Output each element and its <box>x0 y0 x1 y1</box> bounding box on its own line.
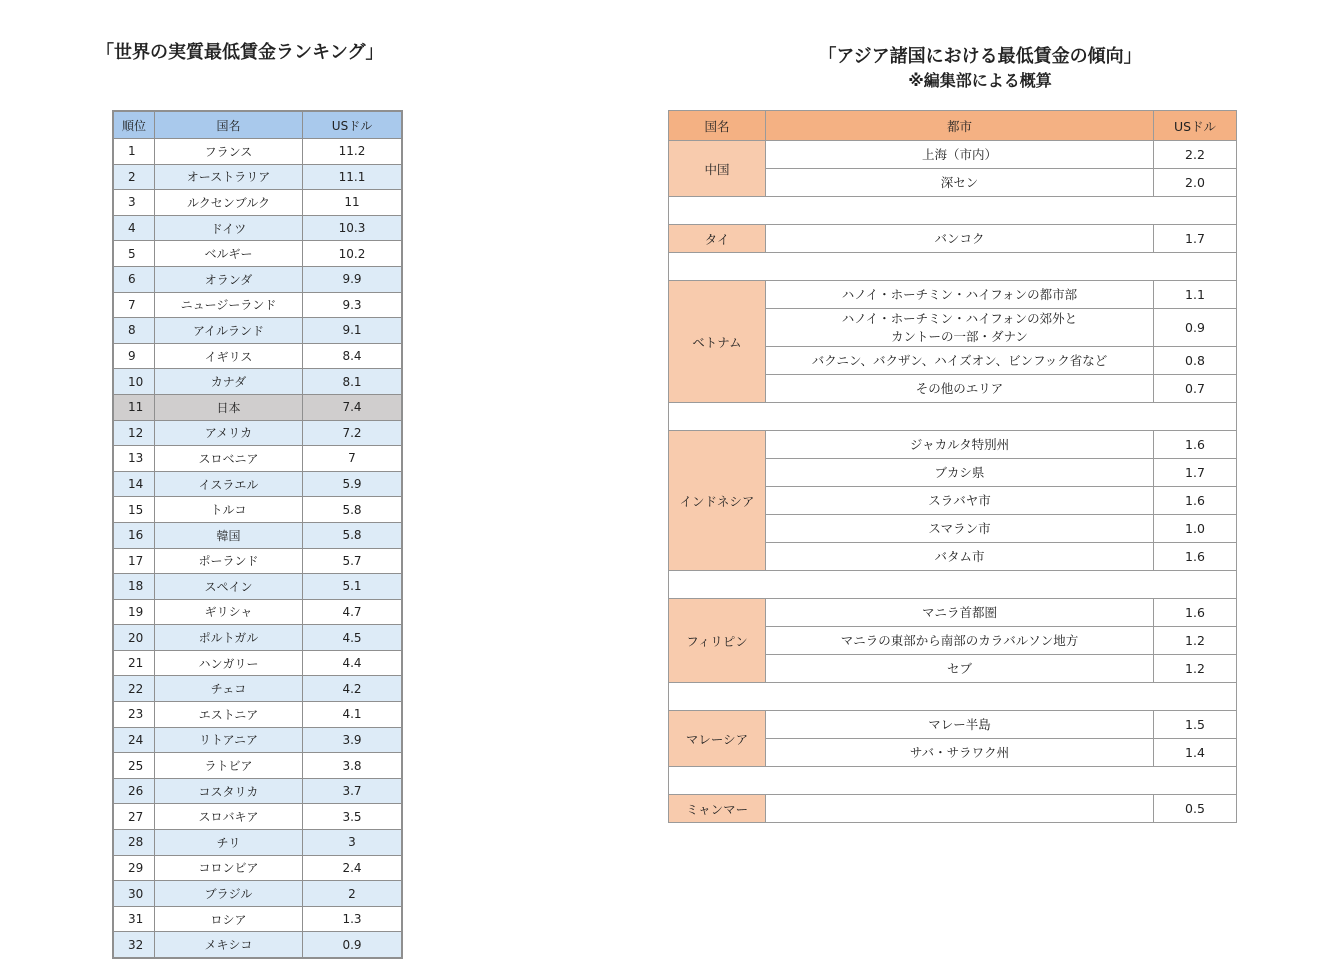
rank-cell: 28 <box>113 830 155 856</box>
table-row <box>113 702 402 728</box>
spacer-row <box>669 683 1237 711</box>
city-cell: マレー半島 <box>766 711 1154 739</box>
table-row <box>669 141 1237 169</box>
rank-cell: 5 <box>113 241 155 267</box>
usd-cell: 1.6 <box>1154 487 1237 515</box>
table-row <box>113 650 402 676</box>
usd-cell: 1.6 <box>1154 431 1237 459</box>
city-cell: マニラの東部から南部のカラバルソン地方 <box>766 627 1154 655</box>
usd-cell: 4.4 <box>303 650 403 676</box>
usd-cell: 5.8 <box>303 522 403 548</box>
country-cell: イスラエル <box>155 471 303 497</box>
country-cell: チェコ <box>155 676 303 702</box>
rank-cell: 20 <box>113 625 155 651</box>
usd-cell: 2 <box>303 881 403 907</box>
table-row <box>113 215 402 241</box>
table-row <box>113 266 402 292</box>
country-cell: ロシア <box>155 906 303 932</box>
country-cell: コスタリカ <box>155 778 303 804</box>
table-row <box>669 711 1237 739</box>
usd-cell: 0.9 <box>303 932 403 958</box>
table-row <box>113 906 402 932</box>
country-cell: トルコ <box>155 497 303 523</box>
usd-cell: 1.4 <box>1154 739 1237 767</box>
table-row <box>113 778 402 804</box>
usd-cell: 3.8 <box>303 753 403 779</box>
usd-cell: 5.1 <box>303 574 403 600</box>
spacer-row <box>669 767 1237 795</box>
header-country: 国名 <box>155 111 303 139</box>
country-cell: リトアニア <box>155 727 303 753</box>
country-cell: オーストラリア <box>155 164 303 190</box>
usd-cell: 2.0 <box>1154 169 1237 197</box>
rank-cell: 32 <box>113 932 155 958</box>
table-header-row <box>113 111 402 139</box>
country-cell: 日本 <box>155 394 303 420</box>
city-cell: ジャカルタ特別州 <box>766 431 1154 459</box>
table-row <box>113 830 402 856</box>
table-row-highlighted <box>113 394 402 420</box>
country-cell: カナダ <box>155 369 303 395</box>
usd-cell: 4.2 <box>303 676 403 702</box>
country-cell: ニュージーランド <box>155 292 303 318</box>
table-row <box>113 164 402 190</box>
usd-cell: 2.4 <box>303 855 403 881</box>
country-cell: エストニア <box>155 702 303 728</box>
usd-cell: 3.9 <box>303 727 403 753</box>
rank-cell: 24 <box>113 727 155 753</box>
left-title: 「世界の実質最低賃金ランキング」 <box>96 42 384 63</box>
usd-cell: 1.2 <box>1154 655 1237 683</box>
country-cell-malaysia: マレーシア <box>669 711 766 767</box>
table-row <box>113 497 402 523</box>
country-cell: コロンビア <box>155 855 303 881</box>
table-row <box>113 599 402 625</box>
usd-cell: 4.5 <box>303 625 403 651</box>
rank-cell: 9 <box>113 343 155 369</box>
table-row <box>113 446 402 472</box>
usd-cell: 1.6 <box>1154 599 1237 627</box>
country-cell: ルクセンブルク <box>155 190 303 216</box>
rank-cell: 19 <box>113 599 155 625</box>
city-cell: 上海（市内） <box>766 141 1154 169</box>
header-rank: 順位 <box>113 111 155 139</box>
spacer-row <box>669 403 1237 431</box>
usd-cell: 4.1 <box>303 702 403 728</box>
usd-cell: 4.7 <box>303 599 403 625</box>
city-cell: ブカシ県 <box>766 459 1154 487</box>
table-row <box>113 471 402 497</box>
usd-cell: 1.0 <box>1154 515 1237 543</box>
country-cell: アイルランド <box>155 318 303 344</box>
country-cell-philippines: フィリピン <box>669 599 766 683</box>
table-row <box>113 369 402 395</box>
usd-cell: 9.1 <box>303 318 403 344</box>
usd-cell: 11.1 <box>303 164 403 190</box>
country-cell-china: 中国 <box>669 141 766 197</box>
table-row <box>113 574 402 600</box>
usd-cell: 3 <box>303 830 403 856</box>
table-row <box>113 420 402 446</box>
table-row <box>113 343 402 369</box>
header-usd: USドル <box>1154 111 1237 141</box>
city-cell: バタム市 <box>766 543 1154 571</box>
country-cell: スペイン <box>155 574 303 600</box>
country-cell: ラトビア <box>155 753 303 779</box>
rank-cell: 29 <box>113 855 155 881</box>
header-city: 都市 <box>766 111 1154 141</box>
rank-cell: 16 <box>113 522 155 548</box>
usd-cell: 10.3 <box>303 215 403 241</box>
table-row <box>113 292 402 318</box>
rank-cell: 10 <box>113 369 155 395</box>
table-row <box>113 190 402 216</box>
usd-cell: 3.5 <box>303 804 403 830</box>
table-header-row <box>669 111 1237 141</box>
rank-cell: 30 <box>113 881 155 907</box>
country-cell-indonesia: インドネシア <box>669 431 766 571</box>
table-row <box>113 625 402 651</box>
city-cell: 深セン <box>766 169 1154 197</box>
usd-cell: 1.7 <box>1154 459 1237 487</box>
city-cell: マニラ首都圏 <box>766 599 1154 627</box>
usd-cell: 2.2 <box>1154 141 1237 169</box>
table-row <box>113 932 402 958</box>
rank-cell: 7 <box>113 292 155 318</box>
usd-cell: 9.3 <box>303 292 403 318</box>
table-row <box>113 881 402 907</box>
header-country: 国名 <box>669 111 766 141</box>
table-row <box>669 225 1237 253</box>
usd-cell: 3.7 <box>303 778 403 804</box>
rank-cell: 22 <box>113 676 155 702</box>
city-line-2: カントーの一部・ダナン <box>891 328 1028 344</box>
country-cell: アメリカ <box>155 420 303 446</box>
city-cell: バンコク <box>766 225 1154 253</box>
city-cell: その他のエリア <box>766 375 1154 403</box>
city-cell: ハノイ・ホーチミン・ハイフォンの都市部 <box>766 281 1154 309</box>
usd-cell: 1.1 <box>1154 281 1237 309</box>
rank-cell: 18 <box>113 574 155 600</box>
right-subtitle: ※編集部による概算 <box>908 71 1052 90</box>
usd-cell: 9.9 <box>303 266 403 292</box>
usd-cell: 11.2 <box>303 139 403 165</box>
table-row <box>113 676 402 702</box>
usd-cell: 0.8 <box>1154 347 1237 375</box>
table-row <box>669 431 1237 459</box>
rank-cell: 26 <box>113 778 155 804</box>
city-cell: スマラン市 <box>766 515 1154 543</box>
usd-cell: 0.9 <box>1154 309 1237 347</box>
usd-cell: 7.2 <box>303 420 403 446</box>
table-row <box>669 281 1237 309</box>
usd-cell: 10.2 <box>303 241 403 267</box>
country-cell: チリ <box>155 830 303 856</box>
usd-cell: 1.2 <box>1154 627 1237 655</box>
rank-cell: 6 <box>113 266 155 292</box>
usd-cell: 1.3 <box>303 906 403 932</box>
country-cell: ギリシャ <box>155 599 303 625</box>
header-usd: USドル <box>303 111 403 139</box>
usd-cell: 1.6 <box>1154 543 1237 571</box>
country-cell: イギリス <box>155 343 303 369</box>
country-cell: ベルギー <box>155 241 303 267</box>
table-row <box>669 599 1237 627</box>
usd-cell: 8.1 <box>303 369 403 395</box>
city-cell: スラバヤ市 <box>766 487 1154 515</box>
rank-cell: 12 <box>113 420 155 446</box>
country-cell: スロバキア <box>155 804 303 830</box>
city-cell: セブ <box>766 655 1154 683</box>
usd-cell: 7 <box>303 446 403 472</box>
city-line-1: ハノイ・ホーチミン・ハイフォンの郊外と <box>841 310 1078 326</box>
rank-cell: 11 <box>113 394 155 420</box>
rank-cell: 21 <box>113 650 155 676</box>
right-title: 「アジア諸国における最低賃金の傾向」 <box>818 46 1142 67</box>
usd-cell: 1.5 <box>1154 711 1237 739</box>
usd-cell: 11 <box>303 190 403 216</box>
spacer-row <box>669 571 1237 599</box>
city-cell <box>766 309 1154 347</box>
rank-cell: 3 <box>113 190 155 216</box>
rank-cell: 14 <box>113 471 155 497</box>
country-cell: ポルトガル <box>155 625 303 651</box>
country-cell-vietnam: ベトナム <box>669 281 766 403</box>
rank-cell: 23 <box>113 702 155 728</box>
country-cell: スロベニア <box>155 446 303 472</box>
table-row <box>113 241 402 267</box>
spacer-row <box>669 197 1237 225</box>
table-row <box>113 727 402 753</box>
table-row <box>113 804 402 830</box>
rank-cell: 8 <box>113 318 155 344</box>
world-ranking-table <box>112 110 403 959</box>
rank-cell: 31 <box>113 906 155 932</box>
city-cell <box>766 795 1154 823</box>
asia-wage-table <box>668 110 1237 823</box>
rank-cell: 27 <box>113 804 155 830</box>
usd-cell: 5.8 <box>303 497 403 523</box>
city-cell: サバ・サラワク州 <box>766 739 1154 767</box>
table-row <box>113 855 402 881</box>
usd-cell: 5.9 <box>303 471 403 497</box>
table-row <box>113 548 402 574</box>
country-cell-thailand: タイ <box>669 225 766 253</box>
table-row <box>669 795 1237 823</box>
spacer-row <box>669 253 1237 281</box>
usd-cell: 5.7 <box>303 548 403 574</box>
rank-cell: 15 <box>113 497 155 523</box>
table-row <box>113 522 402 548</box>
country-cell: ブラジル <box>155 881 303 907</box>
country-cell: オランダ <box>155 266 303 292</box>
country-cell: ポーランド <box>155 548 303 574</box>
usd-cell: 7.4 <box>303 394 403 420</box>
usd-cell: 8.4 <box>303 343 403 369</box>
city-cell: バクニン、バクザン、ハイズオン、ビンフック省など <box>766 347 1154 375</box>
rank-cell: 2 <box>113 164 155 190</box>
country-cell: メキシコ <box>155 932 303 958</box>
usd-cell: 0.7 <box>1154 375 1237 403</box>
table-row <box>113 753 402 779</box>
rank-cell: 25 <box>113 753 155 779</box>
country-cell: ドイツ <box>155 215 303 241</box>
rank-cell: 17 <box>113 548 155 574</box>
rank-cell: 1 <box>113 139 155 165</box>
country-cell: 韓国 <box>155 522 303 548</box>
country-cell: フランス <box>155 139 303 165</box>
rank-cell: 4 <box>113 215 155 241</box>
table-row <box>113 139 402 165</box>
table-row <box>113 318 402 344</box>
country-cell-myanmar: ミャンマー <box>669 795 766 823</box>
usd-cell: 1.7 <box>1154 225 1237 253</box>
usd-cell: 0.5 <box>1154 795 1237 823</box>
country-cell: ハンガリー <box>155 650 303 676</box>
rank-cell: 13 <box>113 446 155 472</box>
